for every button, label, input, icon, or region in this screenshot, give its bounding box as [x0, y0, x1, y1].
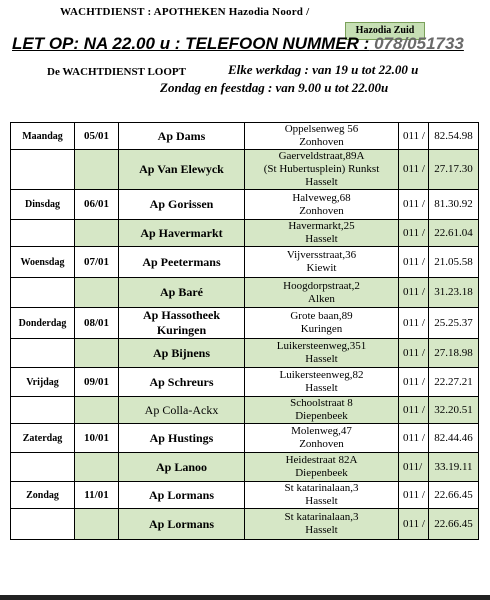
pharmacy-name: Ap Peetermans [119, 247, 245, 278]
date-cell: 08/01 [75, 308, 119, 339]
day-cell: Vrijdag [11, 368, 75, 397]
phone-prefix: 011 / [399, 123, 429, 150]
date-cell: 06/01 [75, 190, 119, 220]
phone-prefix: 011 / [399, 150, 429, 190]
address-cell [245, 278, 399, 308]
date-cell [75, 397, 119, 424]
phone-prefix: 011/ [399, 453, 429, 482]
warning-line [12, 34, 464, 54]
day-cell [11, 509, 75, 540]
address-line: Oppelsenweg 56 [284, 123, 359, 135]
phone-prefix: 011 / [399, 482, 429, 509]
phone-number: 22.61.04 [429, 220, 479, 247]
date-cell: 10/01 [75, 424, 119, 453]
table-row [11, 190, 479, 220]
bottom-bar [0, 595, 490, 600]
address-cell [245, 190, 399, 220]
phone-prefix: 011 / [399, 278, 429, 308]
address-line: Hasselt [305, 353, 338, 365]
phone-number: 22.27.21 [429, 368, 479, 397]
address-cell [245, 424, 399, 453]
address-line: Zonhoven [299, 204, 344, 217]
day-cell: Donderdag [11, 308, 75, 339]
pharmacy-name: Ap Lormans [119, 482, 245, 509]
pharmacy-name: Ap Bijnens [119, 339, 245, 368]
pharmacy-name: Ap Baré [119, 278, 245, 308]
day-cell [11, 453, 75, 482]
address-line: Hasselt [305, 176, 338, 188]
address-line: St katarinalaan,3 [284, 482, 359, 494]
address-line: Halveweg,68 [292, 191, 351, 204]
date-cell: 05/01 [75, 123, 119, 150]
table-row [11, 482, 479, 509]
table-row [11, 308, 479, 339]
phone-number: 31.23.18 [429, 278, 479, 308]
table-row [11, 339, 479, 368]
phone-number: 21.05.58 [429, 247, 479, 278]
phone-number: 32.20.51 [429, 397, 479, 424]
pharmacy-name: Ap Van Elewyck [119, 150, 245, 190]
day-cell: Zondag [11, 482, 75, 509]
phone-number: 27.18.98 [429, 339, 479, 368]
address-cell [245, 150, 399, 190]
address-line: Schoolstraat 8 [290, 397, 353, 409]
address-cell [245, 308, 399, 339]
address-line: Luikersteenweg,82 [279, 369, 364, 381]
address-cell [245, 220, 399, 247]
address-line: Zonhoven [299, 136, 344, 148]
table-row [11, 247, 479, 278]
pharmacy-name: Ap Colla-Ackx [119, 397, 245, 424]
address-line: Grote baan,89 [290, 310, 353, 322]
phone-prefix: 011 / [399, 308, 429, 339]
phone-prefix: 011 / [399, 247, 429, 278]
pharmacy-name: Ap Dams [119, 123, 245, 150]
phone-number: 27.17.30 [429, 150, 479, 190]
sunday-hours: Zondag en feestdag : van 9.00 u tot 22.00u [160, 80, 389, 95]
day-cell: Dinsdag [11, 190, 75, 220]
schedule-label: De WACHTDIENST LOOPT [47, 66, 186, 78]
phone-number: 82.44.46 [429, 424, 479, 453]
day-cell [11, 220, 75, 247]
date-cell [75, 339, 119, 368]
address-cell [245, 368, 399, 397]
pharmacy-name: Ap Hassotheek Kuringen [119, 308, 245, 339]
address-cell [245, 453, 399, 482]
address-cell [245, 509, 399, 540]
date-cell: 11/01 [75, 482, 119, 509]
phone-number: 82.54.98 [429, 123, 479, 150]
phone-prefix: 011 / [399, 339, 429, 368]
table-row [11, 453, 479, 482]
date-cell [75, 220, 119, 247]
day-cell [11, 278, 75, 308]
address-line: Molenweg,47 [291, 425, 352, 437]
address-cell [245, 339, 399, 368]
address-line: Hasselt [305, 233, 338, 245]
address-line: Kuringen [300, 323, 343, 335]
pharmacy-name: Ap Hustings [119, 424, 245, 453]
address-line: Hasselt [305, 524, 338, 536]
table-row [11, 220, 479, 247]
table-row [11, 150, 479, 190]
address-line: Vijversstraat,36 [286, 249, 357, 261]
date-cell: 09/01 [75, 368, 119, 397]
address-cell [245, 397, 399, 424]
phone-number: 25.25.37 [429, 308, 479, 339]
date-cell [75, 453, 119, 482]
table-row [11, 123, 479, 150]
table-row [11, 397, 479, 424]
day-cell: Maandag [11, 123, 75, 150]
header-title: WACHTDIENST : APOTHEKEN Hazodia Noord / [60, 6, 310, 18]
pharmacy-name: Ap Lormans [119, 509, 245, 540]
table-row [11, 368, 479, 397]
address-line: Hoogdorpstraat,2 [283, 279, 360, 292]
address-cell [245, 247, 399, 278]
address-line: Alken [308, 292, 335, 305]
address-line: Diepenbeek [295, 467, 348, 479]
phone-number: 81.30.92 [429, 190, 479, 220]
address-cell [245, 482, 399, 509]
day-cell [11, 397, 75, 424]
address-line: Hasselt [305, 495, 338, 507]
address-line: St katarinalaan,3 [284, 511, 359, 523]
address-cell [245, 123, 399, 150]
table-row [11, 278, 479, 308]
address-line: Luikersteenweg,351 [276, 340, 367, 352]
address-line: Zonhoven [299, 438, 344, 450]
phone-prefix: 011 / [399, 220, 429, 247]
address-line: Hasselt [305, 382, 338, 394]
day-cell [11, 150, 75, 190]
zone-badge: Hazodia Zuid [345, 22, 425, 40]
address-line: Diepenbeek [295, 410, 348, 422]
day-cell: Zaterdag [11, 424, 75, 453]
address-line: Havermarkt,25 [288, 220, 355, 232]
table-row [11, 509, 479, 540]
phone-prefix: 011 / [399, 509, 429, 540]
pharmacy-name: Ap Gorissen [119, 190, 245, 220]
address-line: Gaerveldstraat,89A [278, 150, 365, 162]
pharmacy-name: Ap Havermarkt [119, 220, 245, 247]
pharmacy-table [10, 122, 479, 540]
address-line: Heidestraat 82A [285, 454, 358, 466]
warning-text: LET OP: NA 22.00 u : TELEFOON NUMMER : [12, 34, 370, 53]
day-cell: Woensdag [11, 247, 75, 278]
date-cell [75, 278, 119, 308]
phone-prefix: 011 / [399, 397, 429, 424]
table-row [11, 424, 479, 453]
phone-number: 33.19.11 [429, 453, 479, 482]
date-cell: 07/01 [75, 247, 119, 278]
pharmacy-name: Ap Schreurs [119, 368, 245, 397]
weekday-hours: Elke werkdag : van 19 u tot 22.00 u [228, 62, 419, 77]
day-cell [11, 339, 75, 368]
pharmacy-name: Ap Lanoo [119, 453, 245, 482]
phone-prefix: 011 / [399, 190, 429, 220]
phone-prefix: 011 / [399, 368, 429, 397]
address-line: (St Hubertusplein) Runkst [263, 163, 380, 175]
warning-phone: 078/051733 [369, 34, 464, 53]
date-cell [75, 150, 119, 190]
phone-number: 22.66.45 [429, 509, 479, 540]
phone-number: 22.66.45 [429, 482, 479, 509]
phone-prefix: 011 / [399, 424, 429, 453]
date-cell [75, 509, 119, 540]
address-line: Kiewit [306, 262, 337, 274]
